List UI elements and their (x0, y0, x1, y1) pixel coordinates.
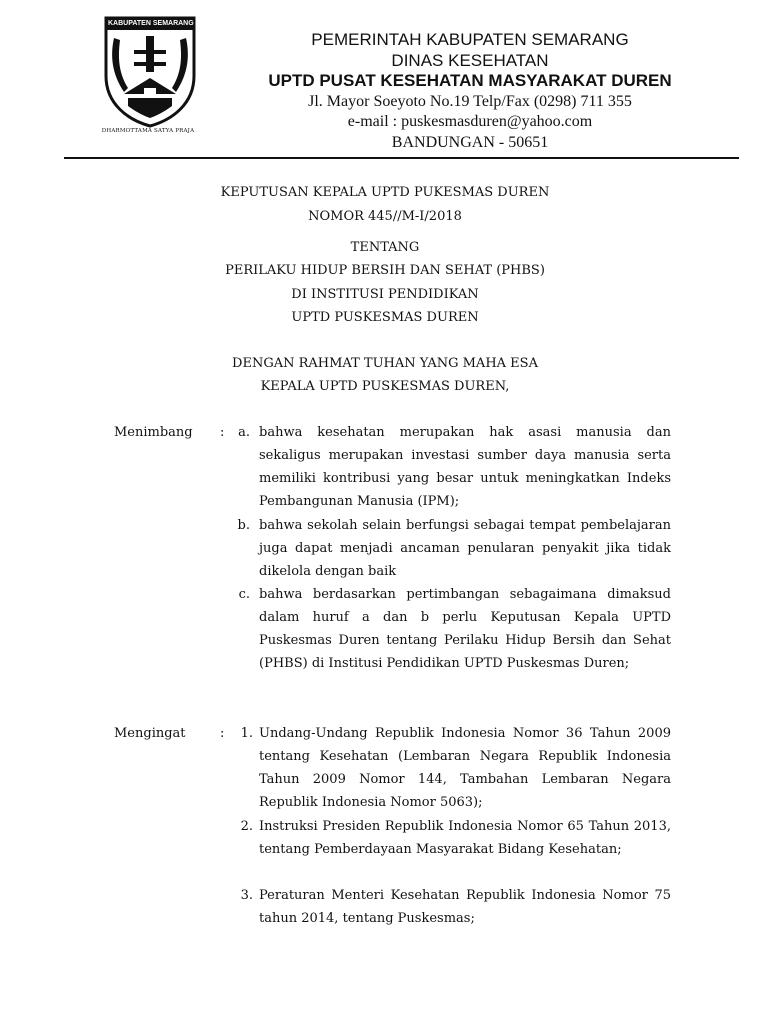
menimbang-item-text: bahwa berdasarkan pertimbangan sebagaimana dimaksud dalam huruf a dan b perlu Keputusan Kepala UPTD Puskesmas Duren tentang Perilaku Hidup Bersih dan Sehat (PHBS) di Institusi Pendidikan UPTD Puskesmas Duren; (259, 587, 671, 671)
decree-subject-line1: PERILAKU HIDUP BERSIH DAN SEHAT (PHBS) (225, 263, 545, 278)
letterhead-line-agency: DINAS KESEHATAN (391, 51, 549, 70)
menimbang-item-marker: c. (238, 587, 250, 602)
decree-head: KEPALA UPTD PUSKESMAS DUREN, (260, 379, 510, 394)
letterhead-line-puskesmas: UPTD PUSAT KESEHATAN MASYARAKAT DUREN (268, 71, 672, 90)
menimbang-item-marker: a. (238, 425, 250, 440)
letterhead-address: Jl. Mayor Soeyoto No.19 Telp/Fax (0298) 711 355 (308, 93, 632, 110)
menimbang-item-text: bahwa sekolah selain berfungsi sebagai tempat pembelajaran juga dapat menjadi ancaman penularan penyakit jika tidak dikelola dengan baik (259, 518, 671, 579)
letterhead-email: e-mail : puskesmasduren@yahoo.com (347, 113, 593, 130)
menimbang-item-text: bahwa kesehatan merupakan hak asasi manusia dan sekaligus merupakan investasi sumber daya manusia serta memiliki kontribusi yang besar untuk meningkatkan Indeks Pembangunan Manusia (IPM); (259, 425, 671, 509)
mengingat-item-marker: 3. (240, 888, 253, 903)
kabupaten-semarang-logo (104, 16, 196, 144)
mengingat-item-text: Peraturan Menteri Kesehatan Republik Indonesia Nomor 75 tahun 2014, tentang Puskesmas; (259, 888, 671, 926)
logo-top-text: KABUPATEN SEMARANG (108, 20, 194, 27)
decree-blessing: DENGAN RAHMAT TUHAN YANG MAHA ESA (232, 356, 538, 371)
mengingat-item-text: Instruksi Presiden Republik Indonesia Nomor 65 Tahun 2013, tentang Pemberdayaan Masyarakat Bidang Kesehatan; (259, 819, 671, 857)
letterhead-divider (64, 157, 739, 159)
decree-subject-line2: DI INSTITUSI PENDIDIKAN (291, 287, 479, 302)
letterhead-line-government: PEMERINTAH KABUPATEN SEMARANG (311, 30, 629, 49)
decree-title: KEPUTUSAN KEPALA UPTD PUKESMAS DUREN (220, 185, 550, 200)
menimbang-item-marker: b. (237, 518, 250, 533)
mengingat-item-text: Undang-Undang Republik Indonesia Nomor 36 Tahun 2009 tentang Kesehatan (Lembaran Negara Republik Indonesia Tahun 2009 Nomor 144, Tambahan Lembaran Negara Republik Indonesia Nomor 5063); (259, 726, 671, 810)
mengingat-item-marker: 1. (240, 726, 253, 741)
menimbang-colon: : (220, 425, 225, 440)
decree-number: NOMOR 445//M-I/2018 (308, 209, 462, 224)
mengingat-label: Mengingat (114, 726, 186, 741)
logo-motto: DHARMOTTAMA SATYA PRAJA (101, 128, 195, 134)
mengingat-colon: : (220, 726, 225, 741)
letterhead-city-postcode: BANDUNGAN - 50651 (391, 134, 549, 151)
decree-subject-line3: UPTD PUSKESMAS DUREN (291, 310, 479, 325)
menimbang-label: Menimbang (114, 425, 193, 440)
mengingat-item-marker: 2. (240, 819, 253, 834)
decree-about: TENTANG (350, 240, 420, 255)
